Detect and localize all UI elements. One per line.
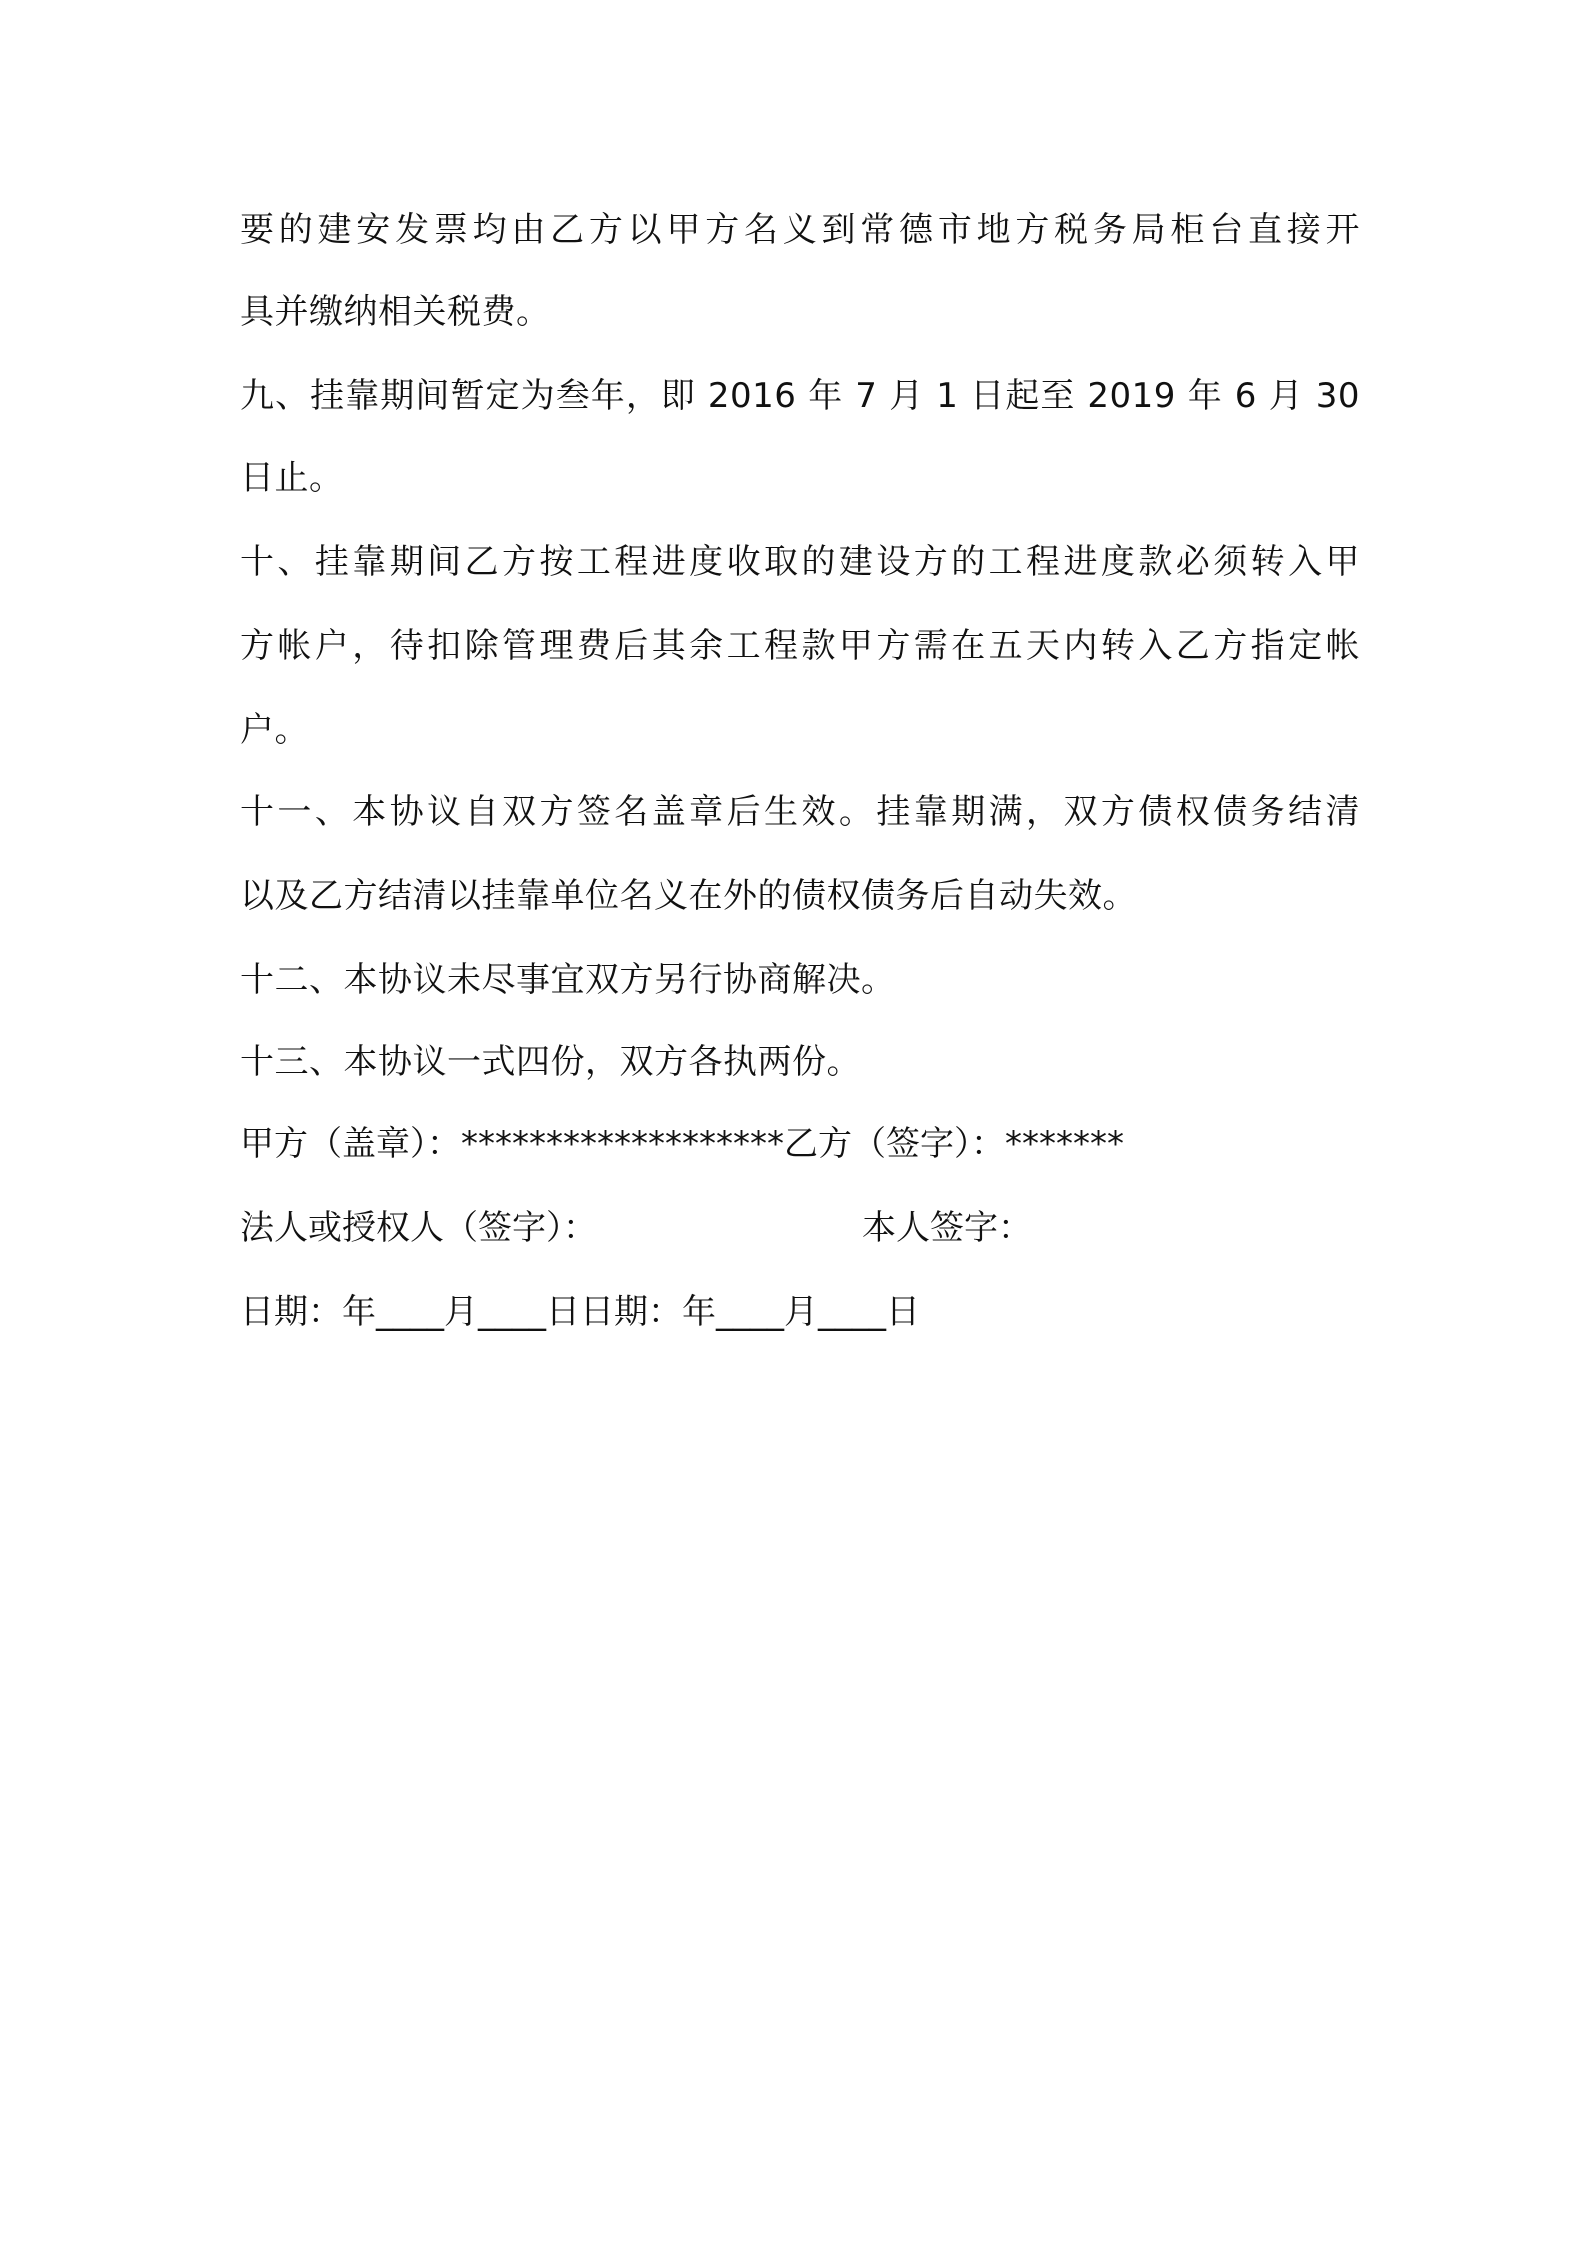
party-a-label: 甲方（盖章）： <box>240 1124 461 1164</box>
date-row <box>240 1292 1360 1332</box>
self-sign-label: 本人签字： <box>862 1208 1032 1248</box>
clause-9-line: 日止。 <box>240 458 344 498</box>
party-signature-row <box>240 1124 1360 1164</box>
clause-9-line: 九、挂靠期间暂定为叁年，即 2016 年 7 月 1 日起至 2019 年 6 月 30 <box>240 376 1360 416</box>
representative-signature-row <box>240 1208 1360 1248</box>
paragraph-line: 具并缴纳相关税费。 <box>240 292 551 332</box>
party-b-value: ******* <box>1005 1124 1124 1164</box>
party-a-value: ******************* <box>461 1124 784 1164</box>
party-b-label: 乙方（签字）： <box>784 1124 1005 1164</box>
paragraph-line: 要的建安发票均由乙方以甲方名义到常德市地方税务局柜台直接开 <box>240 210 1360 250</box>
clause-11-line: 十一、本协议自双方签名盖章后生效。挂靠期满，双方债权债务结清 <box>240 792 1360 832</box>
clause-11-line: 以及乙方结清以挂靠单位名义在外的债权债务后自动失效。 <box>240 876 1137 916</box>
clause-10-line: 户。 <box>240 710 309 750</box>
clause-13-line: 十三、本协议一式四份，双方各执两份。 <box>240 1042 861 1082</box>
clause-10-line: 方帐户，待扣除管理费后其余工程款甲方需在五天内转入乙方指定帐 <box>240 626 1360 666</box>
date-party-a: 日期：年____月____日 <box>240 1292 580 1332</box>
clause-12-line: 十二、本协议未尽事宜双方另行协商解决。 <box>240 960 896 1000</box>
legal-rep-label: 法人或授权人（签字）： <box>240 1208 597 1248</box>
clause-10-line: 十、挂靠期间乙方按工程进度收取的建设方的工程进度款必须转入甲 <box>240 542 1360 582</box>
date-party-b: 日期：年____月____日 <box>580 1292 920 1332</box>
